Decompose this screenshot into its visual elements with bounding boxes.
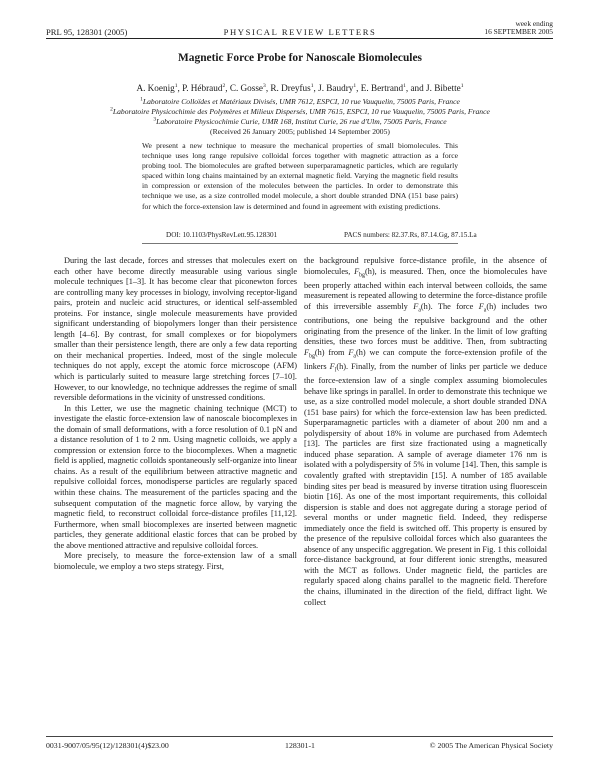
author-name: E. Bertrand$^1$, [360,82,409,93]
body-paragraph: In this Letter, we use the magnetic chaining technique (MCT) to investigate the elastic force-extension law of nanoscale biocomplexes in the domain of small deformations, with a force resolution of 0.1 pN and a distance resolution of 1 to 2 nm. Using magnetic colloids, we apply a compression or extension force to the biocomplexes. When a magnetic field is applied, magnetic colloids spontaneously self-organize into linear chains. As a result of the equilibrium between attractive magnetic and repulsive colloidal forces, monodisperse particles are regularly spaced within these chains. The measurement of the particles spacing and the subsequent computation of the magnetic force allow, by varying the magnetic field, to reconstruct colloidal force-distance profiles [11,12]. Furthermore, when small biocomplexes are inserted between magnetic particles, they generate additional elastic forces that can be probed by the above mentioned attractive and repulsive colloidal forces. [54,403,297,550]
author-affiliation-mark: 1 [460,82,464,89]
body-paragraph: More precisely, to measure the force-extension law of a small biomolecule, we employ a two steps strategy. First, [54,551,297,571]
journal-name: PHYSICAL REVIEW LETTERS [223,27,377,37]
pacs-numbers: PACS numbers: 82.37.Rs, 87.14.Gg, 87.15.La [344,231,477,239]
paper-title: Magnetic Force Probe for Nanoscale Biomolecules [178,52,422,64]
header-divider [46,38,553,39]
author-affiliation-mark: 3 [263,82,266,89]
doi-line [166,231,277,239]
author-affiliation-mark: 1 [353,82,357,89]
body-paragraph: During the last decade, forces and stresses that molecules exert on each other have become directly measurable using various single molecule techniques [1–3]. It has become clear that piconewton forces are controlling many key processes in biology, involving receptor-ligand pairs, protein and nucleic acid structures, or identical self-assembled proteins. For instance, single molecule measurements have provided significant understanding of biopolymers longer than their persistence length [4–6]. By contrast, for small complexes or for biopolymers smaller than their persistence length, there are only a few data reporting on their mechanical properties. Indeed, most of the single molecule techniques do not apply, except the atomic force microscope (AFM) which is particularly suited to measure large stretching forces [7–10]. However, to our knowledge, no technique addresses the regime of small reversible deformations in the vicinity of unstressed conditions. [54,256,297,403]
footer-code: 0031-9007/05/95(12)/128301(4)$23.00 [46,741,169,750]
affiliation-line: $^2$Laboratoire Physicochimie des Polymères et Milieux Dispersés, UMR 7615, ESPCI, 10 rue Vauquelin, 75005 Paris, France [110,106,490,116]
footer-divider [46,736,553,737]
affiliation-line: $^3$Laboratoire Physicochimie Curie, UMR 168, Institut Curie, 26 rue d'Ulm, 75005 Paris, France [153,116,447,126]
author-name: and J. Bibette$^1$ [410,82,464,93]
author-name: R. Dreyfus$^1$, [270,82,316,93]
affiliation-line: $^1$Laboratoire Colloïdes et Matériaux Divisés, UMR 7612, ESPCI, 10 rue Vauquelin, 75005 Paris, France [140,96,460,106]
week-label: week ending [515,19,553,28]
author-affiliation-mark: 1 [174,82,178,89]
date-label: 16 SEPTEMBER 2005 [484,27,553,37]
affiliations [0,97,600,127]
body-column-left [54,256,297,572]
author-affiliation-mark: 2 [222,82,226,89]
author-affiliation-mark: 1 [403,82,406,89]
received-dates: (Received 26 January 2005; published 14 September 2005) [210,127,390,136]
author-name: C. Gosse$^3$, [229,82,269,93]
abstract-divider [142,243,458,244]
abstract: We present a new technique to measure the mechanical properties of small biomolecules. This technique uses long range repulsive colloidal forces together with magnetic attraction as a force probing tool. The biomolecules are grafted between superparamagnetic particles, which are regularly spaced within long chains maintained by an external magnetic field. Varying the magnetic field results in compression or extension of the molecules between the particles. In order to demonstrate this technique we use, as a size controlled model molecule, a short double stranded DNA (151 base pairs) for which the force-extension law is determined and found in agreement with existing predictions. [142,141,458,211]
body-column-right [304,256,547,608]
author-list [0,83,600,93]
author-name: A. Koenig$^1$, [136,82,180,93]
author-name: J. Baudry$^1$, [318,82,359,93]
journal-reference: PRL 95, 128301 (2005) [46,27,128,37]
page-number: 128301-1 [285,741,315,750]
doi-link[interactable]: DOI: 10.1103/PhysRevLett.95.128301 [166,231,278,239]
body-paragraph: the background repulsive force-distance profile, in the absence of biomolecules, $F_{bg}(h)$, is measured. Then, once the biomolecules have been properly attached within each interval between colloids, the same measurement is repeated allowing to determine the force-distance profile of this irreversible assembly $F_a(h)$. The force $F_a(h)$ includes two contributions, one being the repulsive background and the other originating from the presence of the linker. In the limit of low grafting densities, these two forces must be additive. Then, from subtracting $F_{bg}(h)$ from $F_a(h)$ we can compute the force-extension profile of the linkers $F_l(h)$. Finally, from the number of links per particle we deduce the force-extension law of a single complex assuming biomolecules behave like springs in parallel. In order to demonstrate this technique we use, as a size controlled model molecule, a short double stranded DNA (151 base pairs) for which the force-extension law has been predicted. Superparamagnetic particles with a diameter of about 200 nm and a polydispersity of about 18% in volume are purchased from Ademtech [13]. The particles are first size fractionated using a magnetically induced phase separation. A sample of average diameter 176 nm is isolated with a polydispersity of 5% in volume [14]. Then, this sample is covalently grafted with streptavidin [15]. A number of 185 available binding sites per bead is measured by inverse titration using fluorescein biotin [16]. As one of the most important requirements, this colloidal dispersion is stable and does not aggregate during a storage period of several months or under magnetic field. Indeed, they redisperse immediately once the field is switched off. This property is ensured by the presence of the repulsive colloidal forces which also guarantees the absence of any unspecific aggregation. We present in Fig. 1 this colloidal force-distance background, at four different ionic strengths, measured with the MCT as follows. Under magnetic field, the particles are regularly spaced along chains parallel to the magnetic field. Therefore the chains, illuminated in the direction of the field, diffract light. We collect [304,256,547,607]
author-name: P. Hébraud$^2$, [182,82,228,93]
copyright: © 2005 The American Physical Society [429,741,553,750]
issue-date [484,20,553,37]
author-affiliation-mark: 1 [310,82,314,89]
